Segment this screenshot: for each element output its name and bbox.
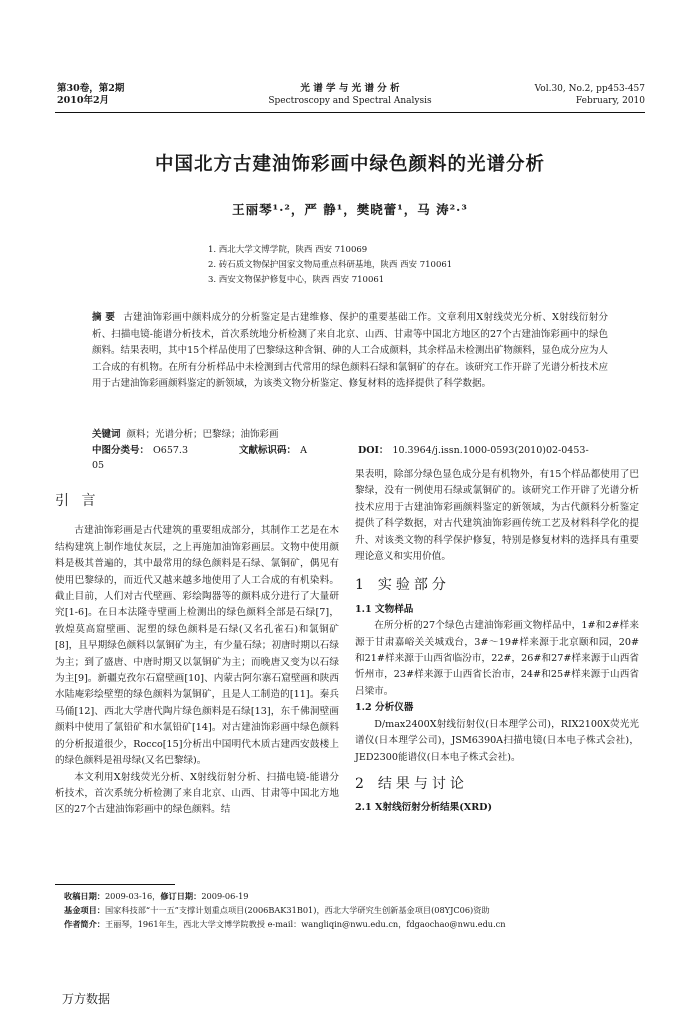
header-volume-en: Vol.30, No.2, pp453-457 <box>534 84 645 94</box>
header-volume-cn: 第30卷，第2期 <box>57 83 125 94</box>
keywords-label: 关键词 <box>92 429 121 440</box>
affiliation-1: 1. 西北大学文博学院，陕西 西安 710069 <box>208 245 368 255</box>
header-date-cn: 2010年2月 <box>57 95 110 106</box>
fund-text: 国家科技部“十一五”支撑计划重点项目(2006BAK31B01)，西北大学研究生创新基金项目(08YJC06)资助 <box>104 905 490 915</box>
subsection-1-2-heading: 1.2 分析仪器 <box>355 702 414 714</box>
clc-value: O657.3 <box>153 445 189 456</box>
abstract <box>92 310 608 393</box>
footnote-divider <box>55 884 175 885</box>
footnote-author <box>64 917 650 931</box>
author-bio-label: 作者简介： <box>64 919 105 929</box>
section-1-title: 实验部分 <box>377 577 450 594</box>
section-1-heading <box>355 577 639 593</box>
wanfang-watermark: 万方数据 <box>62 992 111 1006</box>
left-column <box>55 467 339 819</box>
header-journal <box>230 83 470 107</box>
affiliation-2: 2. 砖石质文物保护国家文物局重点科研基地，陕西 西安 710061 <box>208 260 453 270</box>
header-issue <box>485 83 645 107</box>
revised-label: 修订日期： <box>160 891 202 901</box>
header-date-en: February, 2010 <box>575 96 645 106</box>
abstract-text: 古建油饰彩画中颜料成分的分析鉴定是古建维修、保护的重要基础工作。文章利用X射线荧光分析、X射线衍射分析、扫描电镜-能谱分析技术，首次系统地分析检测了来自北京、山西、甘肃等中国北方地区的27个古建油饰彩画中的绿色颜料。结果表明，其中15个样品使用了巴黎绿这种含铜、砷的人工合成颜料，其余样品未检测出矿物颜料，显色成分应为人工合成的有机物。在所有分析样品中未检测到古代常用的绿色颜料石绿和氯铜矿的存在。该研究工作开辟了光谱分析技术应用于古建油饰彩画颜料鉴定的新领域，为该类文物分析鉴定、修复材料的选择提供了科学数据。 <box>92 312 609 390</box>
keywords-text: 颜料；光谱分析；巴黎绿；油饰彩画 <box>126 429 279 440</box>
footnote-fund <box>64 903 650 917</box>
subsection-1-1-heading: 1.1 文物样品 <box>355 603 414 615</box>
abstract-label: 摘 要 <box>92 312 116 323</box>
subsection-1-2-text: D/max2400X射线衍射仪(日本理学公司)，RIX2100X荧光光谱仪(日本理学公司)，JSM6390A扫描电镜(日本电子株式会社)，JED2300能谱仪(日本电子株式会社)。 <box>355 718 639 763</box>
right-column <box>355 467 639 817</box>
author-bio-text: 王丽琴，1961年生，西北大学文博学院教授 e-mail：wangliqin@nwu.edu.cn，fdgaochao@nwu.edu.cn <box>104 919 506 929</box>
keywords <box>92 427 620 442</box>
doc-code-value: A <box>300 445 307 456</box>
section-2-heading <box>355 776 639 792</box>
header-volume <box>57 83 177 107</box>
section-2-number: 2 <box>355 775 368 792</box>
footnote-dates <box>64 889 650 903</box>
header-divider <box>55 112 645 113</box>
header-journal-cn: 光 谱 学 与 光 谱 分 析 <box>300 83 400 94</box>
header-journal-en: Spectroscopy and Spectral Analysis <box>268 96 432 106</box>
subsection-2-1-heading: 2.1 X射线衍射分析结果(XRD) <box>355 802 493 814</box>
intro-continuation: 果表明，除部分绿色显色成分是有机物外，有15个样品都使用了巴黎绿，没有一例使用石绿或氯铜矿的。该研究工作开辟了光谱分析技术应用于古建油饰彩画颜料鉴定的新领域，为古代颜料分析鉴定提供了科学数据，对古代建筑油饰彩画传统工艺及材料科学化的提升、对该类文物的科学保护修复，特别是修复材料的选择具有重要理论意义和实用价值。 <box>355 469 639 563</box>
received-date: 2009-03-16， <box>104 891 161 901</box>
clc-label: 中图分类号： <box>92 445 150 456</box>
subsection-1-1-text: 在所分析的27个绿色古建油饰彩画文物样品中，1#和2#样来源于甘肃嘉峪关关城戏台，3#～19#样来源于北京颐和园，20#和21#样来源于山西省临汾市，22#，26#和27#样来源于山西省忻州市，23#样来源于山西省长治市，24#和25#样来源于山西省吕梁市。 <box>355 620 639 697</box>
section-2-title: 结果与讨论 <box>377 775 468 792</box>
author-list: 王丽琴¹·²，严 静¹，樊晓蕾¹，马 涛²·³ <box>232 202 468 217</box>
intro-paragraph-2: 本文利用X射线荧光分析、X射线衍射分析、扫描电镜-能谱分析技术，首次系统分析检测了来自北京、山西、甘肃等中国北方地区的27个古建油饰彩画中的绿色颜料。结 <box>55 771 339 816</box>
affiliation-3: 3. 西安文物保护修复中心，陕西 西安 710061 <box>208 275 385 285</box>
fund-label: 基金项目： <box>64 905 105 915</box>
affiliation-list <box>208 243 452 288</box>
footnotes <box>64 889 650 931</box>
intro-paragraph-1: 古建油饰彩画是古代建筑的重要组成部分，其制作工艺是在木结构建筑上制作地仗灰层，之上再施加油饰彩画层。文物中使用颜料是极其普遍的，其中最常用的绿色颜料是石绿、氯铜矿，偶见有使用巴黎绿的，而近代又越来越多地使用了人工合成的有机染料。截止目前，人们对古代壁画、彩绘陶器等的颜料成分进行了大量研究[1-6]。在日本法隆寺壁画上检测出的绿色颜料全部是石绿[7]，敦煌莫高窟壁画、泥塑的绿色颜料是石绿(又名孔雀石)和氯铜矿[8]，且早期绿色颜料以氯铜矿为主，有少量石绿；初唐时期以石绿为主；到了盛唐、中唐时期又以氯铜矿为主；而晚唐又变为以石绿为主[9]。新疆克孜尔石窟壁画[10]、内蒙古阿尔寨石窟壁画和陕西水陆庵彩绘壁塑的绿色颜料为氯铜矿，且是人工制造的[11]。秦兵马俑[12]、西北大学唐代陶片绿色颜料是石绿[13]，东千佛洞壁画颜料中使用了氯铅矿和水氯铅矿[14]。对古建油饰彩画中绿色颜料的分析报道很少，Rocco[15]分析出中国明代木质古建西安鼓楼上的绿色颜料是祖母绿(又名巴黎绿)。 <box>55 525 339 767</box>
doi-label: DOI： <box>357 445 389 456</box>
received-label: 收稿日期： <box>64 891 105 901</box>
intro-heading: 引 言 <box>55 493 100 509</box>
article-title: 中国北方古建油饰彩画中绿色颜料的光谱分析 <box>154 154 545 175</box>
section-1-number: 1 <box>355 577 368 594</box>
doc-code-label: 文献标识码： <box>239 445 297 456</box>
doi-value: 10.3964/j.issn.1000-0593(2010)02-0453-05 <box>92 445 589 471</box>
revised-date: 2009-06-19 <box>201 891 249 901</box>
